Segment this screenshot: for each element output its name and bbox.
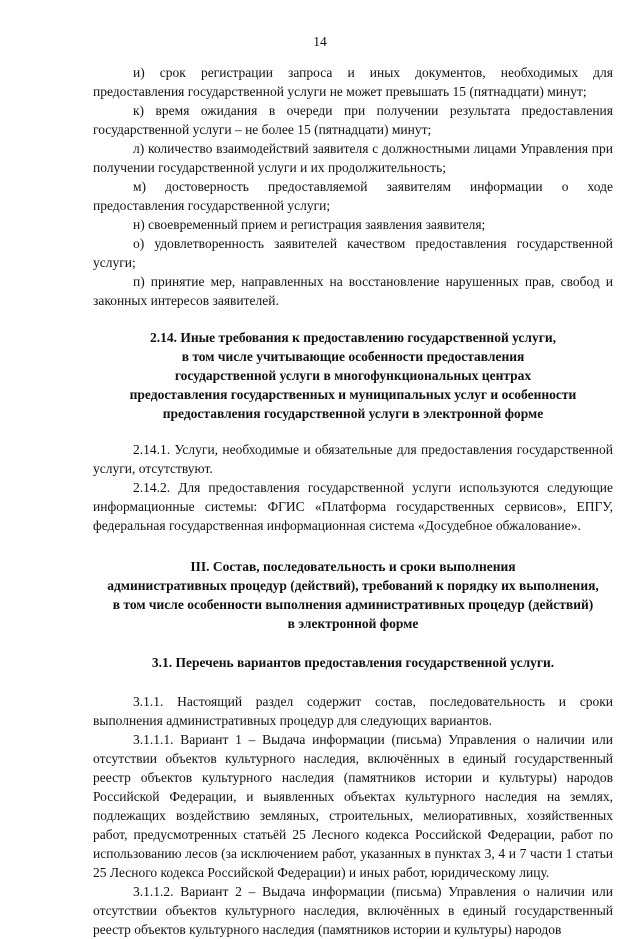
paragraph-3-1-1-2: 3.1.1.2. Вариант 2 – Выдача информации (письма) Управления о наличии или отсутствии объектов культурного наследия, включённых в единый государственный реестр объектов культурного наследия (памятников истории и культуры) народов <box>93 884 613 937</box>
list-item-p: п) принятие мер, направленных на восстановление нарушенных прав, свобод и законных интересов заявителей. <box>93 274 613 308</box>
page-number: 14 <box>313 34 327 49</box>
paragraph-2-14-2: 2.14.2. Для предоставления государственной услуги используются следующие информационные системы: ФГИС «Платформа государственных сервисов», ЕПГУ, федеральная государственная информационная система «Досудебное обжалование». <box>93 480 613 533</box>
paragraph-2-14-1: 2.14.1. Услуги, необходимые и обязательные для предоставления государственной услуги, отсутствуют. <box>93 442 613 476</box>
list-item-l: л) количество взаимодействий заявителя с должностными лицами Управления при получении государственной услуги и их продолжительность; <box>93 141 613 175</box>
paragraph-3-1-1-1: 3.1.1.1. Вариант 1 – Выдача информации (письма) Управления о наличии или отсутствии объектов культурного наследия, включённых в единый государственный реестр объектов культурного наследия (памятников истории и культуры) народов Российской Федерации, и выявленных объектах культурного наследия на землях, подлежащих воздействию земляных, строительных, мелиоративных, хозяйственных работ, предусмотренных статьёй 25 Лесного кодекса Российской Федерации, работ по использованию лесов (за исключением работ, указанных в пунктах 3, 4 и 7 части 1 статьи 25 Лесного кодекса Российской Федерации) и иных работ, юридическому лицу. <box>93 732 613 880</box>
heading-line: предоставления государственной услуги в электронной форме <box>162 406 544 421</box>
heading-line: в электронной форме <box>287 616 419 631</box>
section-heading-3-1: 3.1. Перечень вариантов предоставления государственной услуги. <box>151 655 555 670</box>
heading-line: в том числе особенности выполнения административных процедур (действий) <box>112 597 594 612</box>
heading-line: административных процедур (действий), требований к порядку их выполнения, <box>107 578 599 593</box>
list-item-m: м) достоверность предоставляемой заявителям информации о ходе предоставления государственной услуги; <box>93 179 613 213</box>
heading-line: предоставления государственных и муниципальных услуг и особенности <box>129 387 577 402</box>
heading-line: III. Состав, последовательность и сроки выполнения <box>190 559 516 574</box>
section-heading-iii <box>93 557 613 633</box>
list-item-n: н) своевременный прием и регистрация заявления заявителя; <box>133 217 486 232</box>
list-item-i: и) срок регистрации запроса и иных документов, необходимых для предоставления государственной услуги не может превышать 15 (пятнадцати) минут; <box>93 65 613 99</box>
paragraph-3-1-1: 3.1.1. Настоящий раздел содержит состав, последовательность и сроки выполнения административных процедур для следующих вариантов. <box>93 694 613 728</box>
page-content <box>93 63 613 939</box>
heading-line: государственной услуги в многофункциональных центрах <box>174 368 532 383</box>
list-item-k: к) время ожидания в очереди при получении результата предоставления государственной услуги – не более 15 (пятнадцати) минут; <box>93 103 613 137</box>
heading-line: 2.14. Иные требования к предоставлению государственной услуги, <box>149 330 557 345</box>
list-item-o: о) удовлетворенность заявителей качеством предоставления государственной услуги; <box>93 236 613 270</box>
heading-line: в том числе учитывающие особенности предоставления <box>181 349 525 364</box>
section-heading-2-14 <box>93 328 613 423</box>
